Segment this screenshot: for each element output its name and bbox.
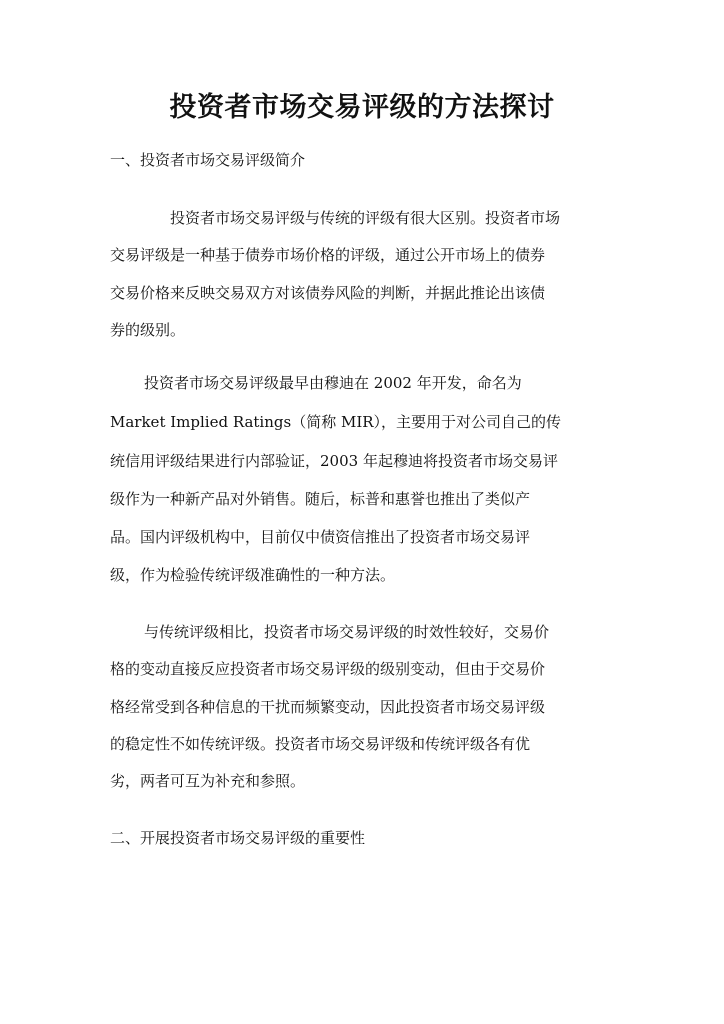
paragraph-line: 券的级别。 [110,321,186,339]
paragraph-line: 投资者市场交易评级最早由穆迪在 2002 年开发，命名为 [144,374,522,392]
paragraph-line: 级，作为检验传统评级准确性的一种方法。 [110,566,396,584]
paragraph-line: 级作为一种新产品对外销售。随后，标普和惠誉也推出了类似产 [110,490,531,508]
paragraph-line: 与传统评级相比，投资者市场交易评级的时效性较好，交易价 [144,623,550,641]
paragraph-line: 品。国内评级机构中，目前仅中债资信推出了投资者市场交易评 [110,528,531,546]
paragraph-line: 统信用评级结果进行内部验证，2003 年起穆迪将投资者市场交易评 [110,452,558,470]
paragraph-line: 劣，两者可互为补充和参照。 [110,772,306,790]
section-heading-2: 二、开展投资者市场交易评级的重要性 [110,829,366,847]
paragraph-line: 投资者市场交易评级与传统的评级有很大区别。投资者市场 [170,209,561,227]
section-heading-1: 一、投资者市场交易评级简介 [110,151,306,169]
paragraph-line: Market Implied Ratings（简称 MIR），主要用于对公司自己的传 [110,413,562,431]
paragraph-line: 格经常受到各种信息的干扰而频繁变动，因此投资者市场交易评级 [110,698,546,716]
document-title: 投资者市场交易评级的方法探讨 [169,92,555,123]
paragraph-line: 的稳定性不如传统评级。投资者市场交易评级和传统评级各有优 [110,735,531,753]
paragraph-line: 交易评级是一种基于债券市场价格的评级，通过公开市场上的债券 [110,246,546,264]
paragraph-line: 格的变动直接反应投资者市场交易评级的级别变动，但由于交易价 [110,660,546,678]
paragraph-line: 交易价格来反映交易双方对该债券风险的判断，并据此推论出该债 [110,284,546,302]
